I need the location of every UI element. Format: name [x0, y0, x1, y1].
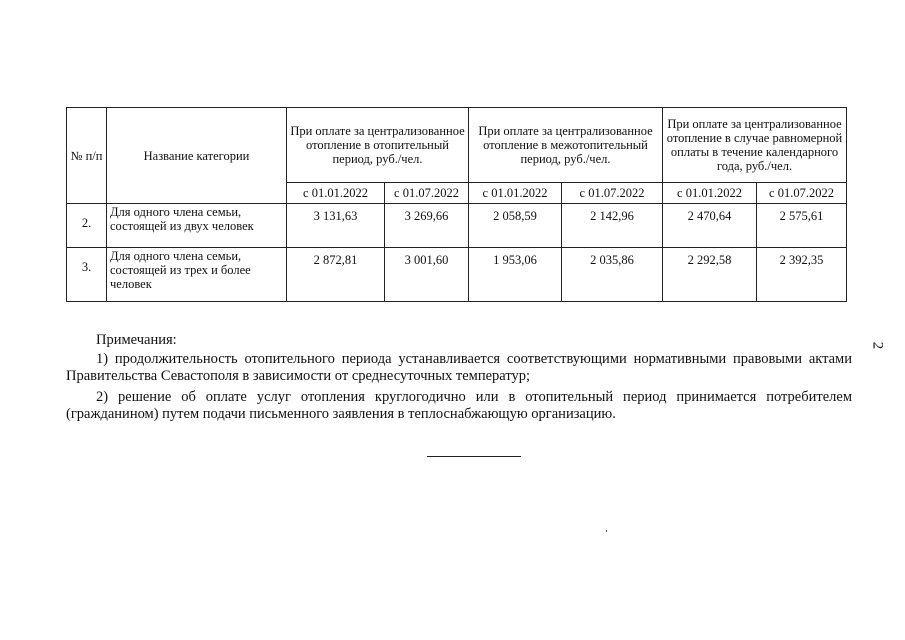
row-category: Для одного члена семьи, состоящей из трех и более человек: [107, 248, 287, 302]
row-value: 2 392,35: [757, 248, 847, 302]
header-date: с 01.07.2022: [757, 183, 847, 204]
row-num: 2.: [67, 204, 107, 248]
row-value: 2 292,58: [663, 248, 757, 302]
page-number: 2: [869, 341, 886, 350]
tariff-table: [66, 107, 847, 302]
row-value: 2 035,86: [562, 248, 663, 302]
header-group-heating-period: При оплате за централизованное отопление в отопительный период, руб./чел.: [287, 108, 469, 183]
header-date: с 01.01.2022: [287, 183, 385, 204]
row-num: 3.: [67, 248, 107, 302]
header-group-off-season: При оплате за централизованное отопление в межотопительный период, руб./чел.: [469, 108, 663, 183]
row-value: 3 001,60: [385, 248, 469, 302]
row-value: 1 953,06: [469, 248, 562, 302]
header-date: с 01.01.2022: [469, 183, 562, 204]
notes-section: [66, 332, 852, 423]
table-row: [67, 204, 847, 248]
note-item: 1) продолжительность отопительного периода устанавливается соответствующими нормативными правовыми актами Правительства Севастополя в зависимости от среднесуточных температур;: [66, 351, 852, 384]
row-value: 2 470,64: [663, 204, 757, 248]
row-value: 2 058,59: [469, 204, 562, 248]
row-value: 2 872,81: [287, 248, 385, 302]
note-item: 2) решение об оплате услуг отопления круглогодично или в отопительный период принимается потребителем (гражданином) путем подачи письменного заявления в теплоснабжающую организацию.: [66, 389, 852, 422]
header-num: № п/п: [67, 108, 107, 204]
table-row: [67, 248, 847, 302]
row-value: 3 269,66: [385, 204, 469, 248]
header-category: Название категории: [107, 108, 287, 204]
row-category: Для одного члена семьи, состоящей из двух человек: [107, 204, 287, 248]
notes-title: Примечания:: [96, 332, 177, 348]
scan-speck: [606, 530, 607, 532]
header-date: с 01.07.2022: [385, 183, 469, 204]
table-header-row: [67, 108, 847, 183]
row-value: 3 131,63: [287, 204, 385, 248]
row-value: 2 575,61: [757, 204, 847, 248]
header-date: с 01.01.2022: [663, 183, 757, 204]
row-value: 2 142,96: [562, 204, 663, 248]
header-date: с 01.07.2022: [562, 183, 663, 204]
header-group-uniform-payment: При оплате за централизованное отопление в случае равномерной оплаты в течение календарного года, руб./чел.: [663, 108, 847, 183]
end-divider: [427, 456, 521, 457]
